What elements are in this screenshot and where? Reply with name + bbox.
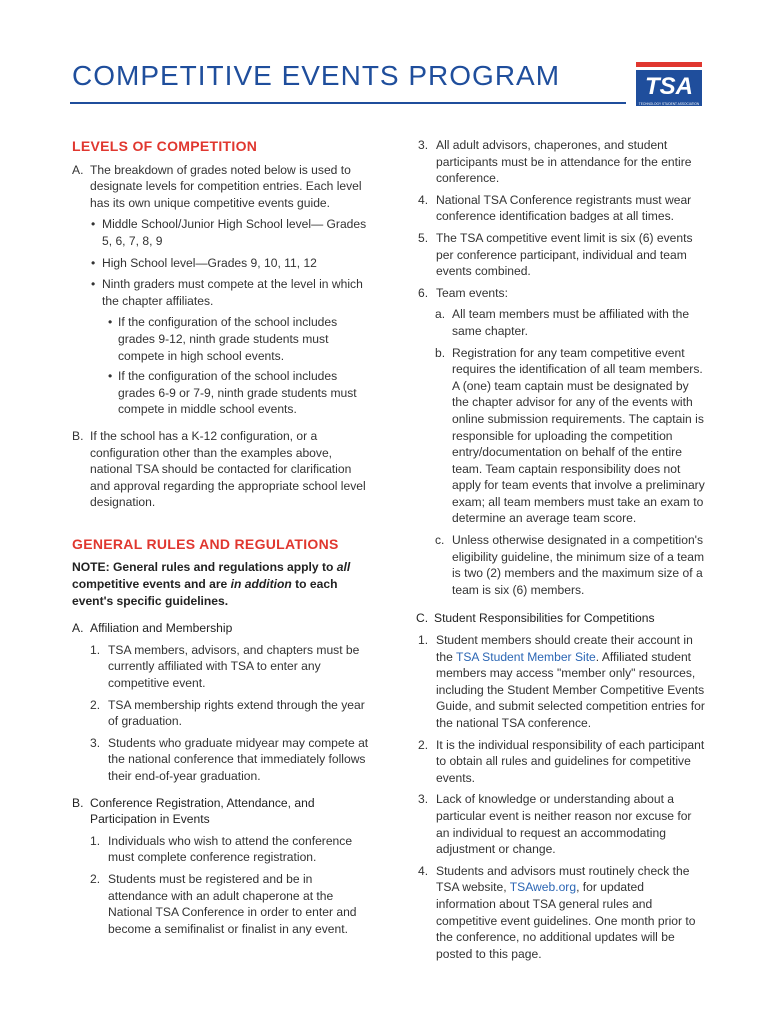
list-item: 4. National TSA Conference registrants must wear conference identification badges at all times. (418, 192, 692, 224)
rules-note: NOTE: General rules and regulations apply to all competitive events and are in addition to each event's specific guidelines. (72, 560, 351, 608)
team-item: c. Unless otherwise designated in a competition's eligibility guideline, the minimum size of a team is two (2) members and the maximum size of a team is six (6) members. (435, 533, 705, 597)
title-divider (70, 102, 626, 104)
list-item: 6. Team events: (418, 285, 508, 300)
list-item: 3. All adult advisors, chaperones, and student participants must be in attendance for the entire conference. (418, 138, 692, 186)
list-item: 5. The TSA competitive event limit is six (6) events per conference participant, individual and team events combined. (418, 230, 693, 279)
list-item: 1. Individuals who wish to attend the conference must complete conference registration. (90, 833, 353, 865)
member-site-link[interactable]: TSA Student Member Site (455, 649, 596, 664)
list-item: 1. TSA members, advisors, and chapters must be currently affiliated with TSA to enter any competitive event. (90, 642, 360, 691)
item-marker: B. (72, 428, 84, 443)
level-bullet: • Middle School/Junior High School level— Grades 5, 6, 7, 8, 9 (91, 217, 367, 248)
levels-b-text: If the school has a K-12 configuration, or a configuration other than the examples above, national TSA should be contacted for clarification and approval regarding the appropriate school level designation. (90, 428, 366, 510)
logo-text: TSA (645, 73, 693, 100)
team-item: b. Registration for any team competitive event requires the identification of all team members. A (one) team captain must be designated by the chapter advisor for any of the events with online submission requirements. The captain is responsible for uploading the competition entry/documentation on behalf of the entire team. Team captain responsibility does not apply for team events that involve a preliminary exam; all team members must take an exam to determine an average team score. (435, 345, 705, 526)
page-title: COMPETITIVE EVENTS PROGRAM (72, 60, 561, 91)
item-marker: A. (72, 162, 84, 177)
rules-heading: GENERAL RULES AND REGULATIONS (72, 535, 339, 552)
list-item: 3. Students who graduate midyear may compete at the national conference that immediately follows their end-of-year graduation. (90, 735, 369, 783)
tsa-logo (636, 62, 702, 106)
right-column (416, 137, 706, 967)
section-c-title: C. Student Responsibilities for Competitions (416, 611, 655, 626)
levels-heading: LEVELS OF COMPETITION (72, 138, 258, 154)
list-item: 2. It is the individual responsibility of each participant to obtain all rules and guidelines for competitive events. (418, 737, 705, 785)
bullet-icon: • (108, 369, 113, 384)
list-item: 4. Students and advisors must routinely check the TSA website, TSAweb.org, for updated information about TSA general rules and competitive event guidelines. One month prior to the conference, no additional updates will be posted to this page. (418, 863, 696, 961)
list-item: 2. TSA membership rights extend through the year of graduation. (90, 697, 365, 729)
bullet-icon: • (91, 277, 96, 292)
level-bullet: • High School level—Grades 9, 10, 11, 12 (91, 255, 317, 270)
levels-a-text: The breakdown of grades noted below is used to designate levels for competition entries. Each level has its own unique competitive events guide. (90, 162, 362, 210)
levels-item-a (72, 162, 372, 212)
levels-item-b (72, 428, 372, 511)
logo-subtext: TECHNOLOGY STUDENT ASSOCIATION (638, 102, 700, 106)
team-item: a. All team members must be affiliated with the same chapter. (435, 307, 690, 338)
section-a-title: A. Affiliation and Membership (72, 621, 233, 636)
list-item: 1. Student members should create their account in the TSA Student Member Site. Affiliated student members may access "member only" resources, including the Student Member Competitive Events Guide, and submit selected competition entries for the national TSA conference. (418, 633, 705, 730)
section-b-title: B. Conference Registration, Attendance, and Participation in Events (72, 795, 315, 827)
level-bullet: • Ninth graders must compete at the level in which the chapter affiliates. (91, 277, 363, 308)
bullet-icon: • (108, 315, 113, 330)
list-item: 2. Students must be registered and be in attendance with an adult chaperone at the National TSA Conference in order to enter and become a semifinalist or finalist in any event. (90, 871, 357, 936)
level-sub-bullet: • If the configuration of the school includes grades 6-9 or 7-9, ninth grade students must compete in middle school events. (108, 369, 357, 417)
bullet-icon: • (91, 217, 96, 232)
tsaweb-link[interactable]: TSAweb.org (509, 880, 577, 895)
level-sub-bullet: • If the configuration of the school includes grades 9-12, ninth grade students must compete in high school events. (108, 315, 338, 363)
bullet-icon: • (91, 255, 96, 270)
list-item: 3. Lack of knowledge or understanding about a particular event is neither reason nor excuse for an individual to request an accommodating adjustment or change. (418, 792, 692, 857)
left-column (72, 132, 372, 942)
